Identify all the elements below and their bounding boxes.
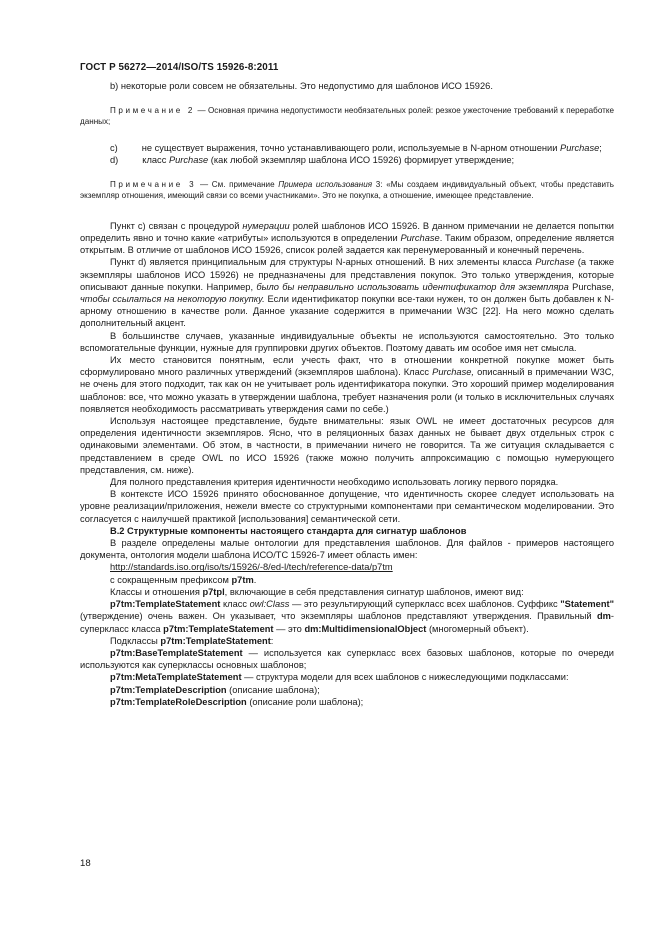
base-term: p7tm:BaseTemplateStatement [110, 647, 243, 658]
sub-term: p7tm:TemplateStatement [160, 635, 271, 646]
meta-term: p7tm:MetaTemplateStatement [110, 672, 242, 683]
section-heading: B.2 Структурные компоненты настоящего стандарта для сигнатур шаблонов [110, 525, 467, 536]
ts-multidim: dm:MultidimensionalObject [304, 623, 427, 634]
namespace-link[interactable]: http://standards.iso.org/iso/ts/15926/-8/ed-l/tech/reference-data/p7tm [110, 562, 393, 573]
meta-template-paragraph [80, 671, 614, 683]
note-3-label: Примечание 3 [110, 180, 197, 190]
note-2 [80, 106, 614, 128]
note-3-text2: 3: «Мы создаем индивидуальный объект, чтобы представить экземпляр отношения, имеющий связи со всеми участниками». Это не покупка, а отношение, имеющее представление. [80, 180, 614, 200]
ts-term: p7tm:TemplateStatement [110, 599, 221, 610]
template-description-line [80, 684, 614, 696]
p2-text-b: (а также экземпляры шаблонов ИСО 15926) не предназначены для представления покупок. Это только утверждения, которые описывают данные покупки. Например, [80, 257, 614, 292]
p2-em-2: было бы неправильно использовать идентификатор для экземпляра [256, 281, 569, 292]
ts-text-j: — это [273, 623, 305, 634]
item-c-tail: ; [599, 142, 602, 153]
item-b: b) некоторые роли совсем не обязательны. Это недопустимо для шаблонов ИСО 15926. [110, 81, 493, 91]
p1-text-a: Пункт с) связан с процедурой [110, 220, 243, 231]
ts-dm: dm [596, 611, 611, 622]
paragraph-2 [80, 256, 614, 329]
ts-text-f: (утверждение) очень важен. Он указывает, что экземпляры шаблонов представляют утверждения. Правильный [80, 611, 597, 622]
classes-text-a: Классы и отношения [110, 586, 203, 597]
p4-text-a: Их место становится понятным, если учесть факт, что в отношении конкретной покупке может быть сформулировано много различных утверждений (экземпляров шаблона). Класс [80, 355, 614, 378]
ts-owl-class: owl:Class [249, 599, 290, 610]
paragraph-7: В контексте ИСО 15926 принято обоснованное допущение, что идентичность скорее следует использовать на уровне реализации/приложения, нежели вместе со структурными компонентами при семантическом моделировании. Это согласуется с наилучшей практикой [использования] семантической сети. [80, 489, 614, 524]
p1-em-1: нумерации [242, 220, 290, 231]
page-number: 18 [80, 858, 91, 869]
ts-term-2: p7tm:TemplateStatement [163, 623, 274, 634]
item-d-text1: класс [142, 155, 169, 165]
item-d-em: Purchase [168, 155, 209, 165]
section-paragraph-1: В разделе определены малые онтологии для представления шаблонов. Для файлов - примеров настоящего документа, онтология модели шаблона ИСО/ТС 15926-7 имеет область имен: [80, 538, 614, 561]
p1-text-b: ролей шаблонов ИСО 15926. В данном примечании не делается попытки определить явно и точно какие «атрибуты» используются в определении [80, 220, 614, 243]
prefix-text: с сокращенным префиксом [110, 574, 232, 585]
sub-colon: : [270, 635, 274, 646]
role-text: (описание роли шаблона); [246, 696, 364, 707]
prefix-line [80, 574, 614, 586]
p4-em: Purchase, [432, 367, 474, 378]
p2-em-3: чтобы ссылаться на некоторую покупку. [80, 294, 265, 305]
p2-text-d: Если идентификатор покупки все-таки нужен, то он должен быть добавлен к N-арному отношению в качестве роли. Данное указание содержится в примечании W3C [22]. На него можно сделать дополнительный акцент. [80, 294, 614, 329]
item-c-text: не существует выражения, точно устанавливающего роли, используемые в N-арном отношении [141, 142, 561, 153]
ts-text-d: — это результирующий суперкласс всех шаблонов. Суффикс [289, 599, 561, 610]
item-d [80, 154, 614, 166]
note-3-em: Примера использования [278, 180, 373, 190]
item-c-lead: c) [110, 142, 118, 153]
sub-text-a: Подклассы [110, 635, 161, 646]
desc-text: (описание шаблона); [226, 684, 320, 695]
p1-text-c: . Таким образом, определение является открытым. В отличие от шаблонов ИСО 15926, список ролей задается как перенумерованный и конечный перечень. [80, 233, 615, 256]
paragraph-5: Используя настоящее представление, будьте внимательны: язык OWL не имеет достаточных ресурсов для определения идентичности экземпляров. Ясно, что в реляционных базах данных не бывает двух отдельных строк с одинаковыми элементами. Об этом, в частности, в примечании ничего не говорится. Та же ситуация складывается с представлением в среде OWL по ИСО 15926 (также можно получить аппроксимацию с помощью нумерующего представления, см. ниже). [80, 416, 614, 475]
ts-text-h: -суперкласс класса [80, 611, 614, 634]
note-2-text: — Основная причина недопустимости необязательных ролей: резкое ужесточение требований к переработке данных; [80, 106, 614, 126]
page-content [80, 80, 614, 708]
item-c-em: Purchase [560, 142, 600, 153]
paragraph-1 [80, 220, 614, 257]
p2-text-a: Пункт d) является принципиальным для структуры N-арных отношений. В них элементы класса [110, 257, 536, 268]
ts-text-l: (многомерный объект). [426, 623, 529, 634]
paragraph-6: Для полного представления критерия идентичности необходимо использовать логику первого порядка. [110, 477, 559, 488]
note-3-text1: — См. примечание [196, 180, 279, 190]
item-c [80, 142, 614, 154]
template-statement-paragraph [80, 598, 614, 635]
classes-line [80, 586, 614, 598]
base-text: — используется как суперкласс всех базовых шаблонов, которые по очереди используются как суперклассы основных шаблонов; [80, 647, 614, 671]
item-d-lead: d) [110, 155, 119, 165]
note-3 [80, 180, 614, 202]
p2-text-c: Purchase, [568, 281, 614, 292]
item-d-text2: (как любой экземпляр шаблона ИСО 15926) формирует утверждение; [208, 155, 515, 165]
role-term: p7tm:TemplateRoleDescription [110, 696, 247, 707]
prefix-end: . [253, 574, 257, 585]
note-2-label: Примечание 2 [110, 106, 195, 116]
desc-term: p7tm:TemplateDescription [110, 684, 227, 695]
prefix-value: p7tm [231, 574, 254, 585]
p4-text-b: описанный в примечании W3C, не очень для этого подходит, так как он не учитывает роль идентификатора покупки. Это хороший пример моделирования шаблонов: все, что можно указать в утверждении шаблона, требует назначения роли (и только в исключительных случаях появляется необходимость рассматривать утверждения сами по себе.) [80, 367, 614, 414]
template-role-description-line [80, 696, 614, 708]
ts-statement: "Statement" [560, 599, 614, 610]
ts-text-b: класс [220, 599, 250, 610]
classes-prefix: p7tpl [202, 586, 225, 597]
page-header: ГОСТ Р 56272—2014/ISO/TS 15926-8:2011 [80, 62, 279, 73]
meta-text: — структура модели для всех шаблонов с нижеследующими подклассами: [241, 672, 569, 683]
paragraph-3: В большинстве случаев, указанные индивидуальные объекты не используются самостоятельно. Это только вспомогательные функции, нужные для группировки других объектов. Поэтому давать им особое имя нет смысла. [80, 330, 614, 353]
p2-em-1: Purchase [535, 257, 575, 268]
paragraph-4 [80, 354, 614, 415]
classes-text-c: , включающие в себя представления сигнатур шаблонов, имеют вид: [224, 586, 524, 597]
p1-em-2: Purchase [400, 233, 440, 243]
subclasses-line [80, 635, 614, 647]
base-template-paragraph [80, 647, 614, 671]
